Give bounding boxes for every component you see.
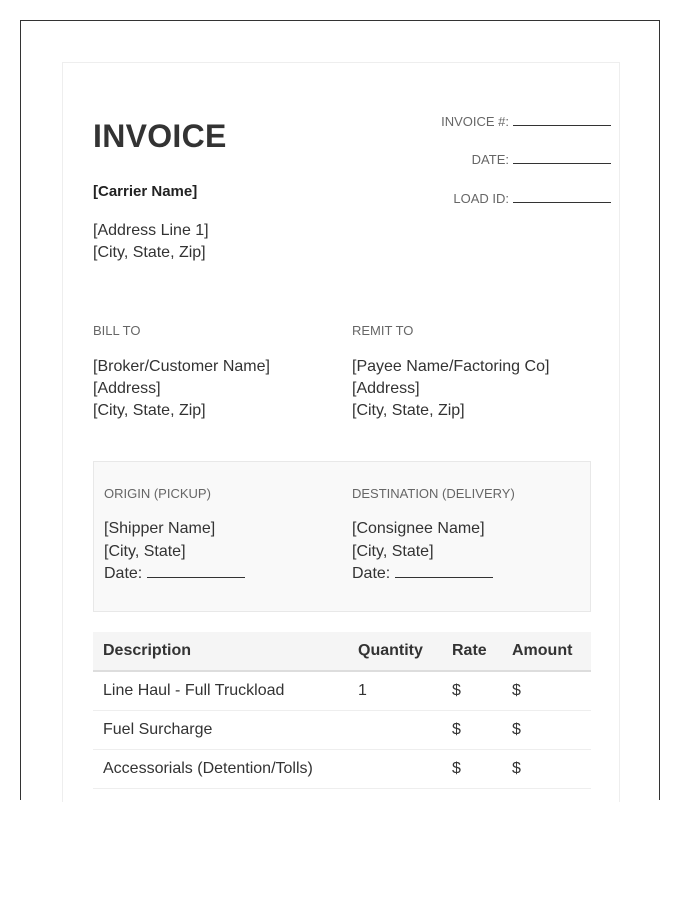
header-quantity: Quantity bbox=[348, 632, 442, 671]
row-description: Fuel Surcharge bbox=[93, 711, 348, 750]
bill-to-label: BILL TO bbox=[93, 323, 141, 338]
row-description: Line Haul - Full Truckload bbox=[93, 671, 348, 711]
remit-to-city-state-zip: [City, State, Zip] bbox=[352, 402, 465, 419]
origin-date-field[interactable] bbox=[147, 565, 245, 578]
header-description: Description bbox=[93, 632, 348, 671]
row-rate: $ bbox=[442, 711, 502, 750]
carrier-name: [Carrier Name] bbox=[93, 183, 198, 200]
remit-to-label: REMIT TO bbox=[352, 323, 414, 338]
destination-lines bbox=[352, 518, 582, 586]
row-quantity bbox=[348, 711, 442, 750]
invoice-number-field[interactable] bbox=[513, 113, 611, 126]
carrier-address-line-1: [Address Line 1] bbox=[93, 222, 209, 239]
invoice-title: INVOICE bbox=[93, 118, 227, 154]
origin-lines bbox=[104, 518, 334, 586]
table-header-row bbox=[93, 632, 591, 671]
remit-to-name: [Payee Name/Factoring Co] bbox=[352, 358, 550, 375]
shipper-name: [Shipper Name] bbox=[104, 520, 216, 537]
remit-to-address: [Address] bbox=[352, 380, 420, 397]
table-row bbox=[93, 750, 591, 789]
invoice-number-label: INVOICE #: bbox=[441, 114, 509, 129]
remit-to-lines bbox=[352, 356, 592, 422]
table-row bbox=[93, 671, 591, 711]
origin-city-state: [City, State] bbox=[104, 542, 186, 560]
header-rate: Rate bbox=[442, 632, 502, 671]
bill-to-address: [Address] bbox=[93, 380, 161, 397]
row-quantity: 1 bbox=[348, 671, 442, 711]
load-id-field[interactable] bbox=[513, 190, 611, 203]
date-field[interactable] bbox=[513, 151, 611, 164]
destination-city-state: [City, State] bbox=[352, 542, 434, 560]
consignee-name: [Consignee Name] bbox=[352, 520, 485, 537]
document-frame bbox=[20, 20, 660, 800]
row-amount: $ bbox=[502, 711, 591, 750]
row-amount: $ bbox=[502, 750, 591, 789]
bill-to-section bbox=[93, 323, 333, 422]
row-quantity bbox=[348, 750, 442, 789]
origin-section bbox=[104, 486, 334, 586]
remit-to-section bbox=[352, 323, 592, 422]
origin-date-row bbox=[104, 563, 334, 586]
load-id-row bbox=[351, 190, 611, 206]
bill-to-city-state-zip: [City, State, Zip] bbox=[93, 402, 206, 419]
destination-date-field[interactable] bbox=[395, 565, 493, 578]
row-rate: $ bbox=[442, 750, 502, 789]
origin-date-label: Date: bbox=[104, 565, 143, 582]
destination-section bbox=[352, 486, 582, 586]
bill-to-name: [Broker/Customer Name] bbox=[93, 358, 270, 375]
invoice-number-row bbox=[351, 113, 611, 129]
invoice-page bbox=[62, 62, 620, 802]
destination-date-row bbox=[352, 563, 582, 586]
carrier-address bbox=[93, 220, 209, 264]
date-row bbox=[351, 151, 611, 167]
header-amount: Amount bbox=[502, 632, 591, 671]
row-description: Accessorials (Detention/Tolls) bbox=[93, 750, 348, 789]
origin-label: ORIGIN (PICKUP) bbox=[104, 486, 211, 501]
row-rate: $ bbox=[442, 671, 502, 711]
bill-to-lines bbox=[93, 356, 333, 422]
load-id-label: LOAD ID: bbox=[453, 191, 509, 206]
date-label: DATE: bbox=[471, 152, 509, 167]
row-amount: $ bbox=[502, 671, 591, 711]
destination-date-label: Date: bbox=[352, 565, 391, 582]
destination-label: DESTINATION (DELIVERY) bbox=[352, 486, 515, 501]
route-box bbox=[93, 461, 591, 612]
carrier-city-state-zip: [City, State, Zip] bbox=[93, 244, 206, 261]
table-row bbox=[93, 711, 591, 750]
line-items-table bbox=[93, 632, 591, 789]
